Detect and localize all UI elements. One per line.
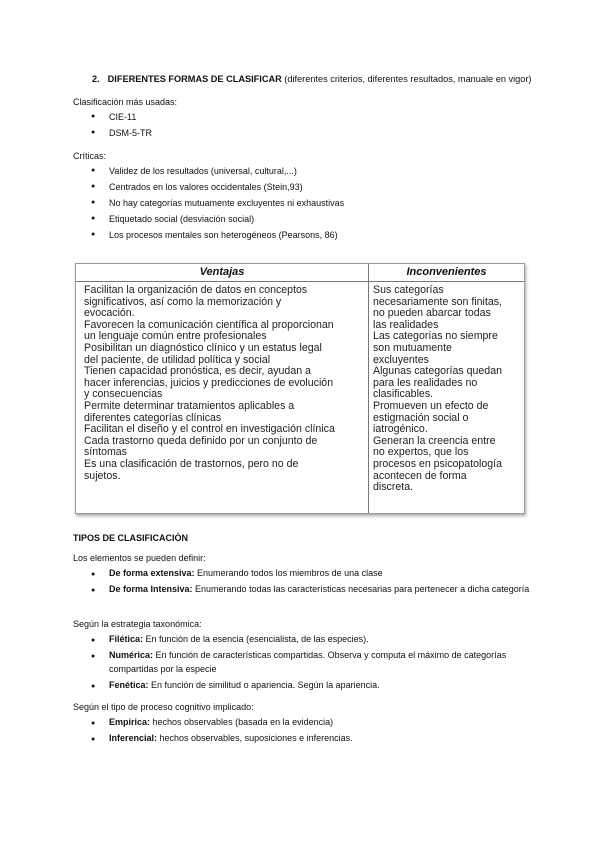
list-item [91, 633, 549, 647]
table-line: Generan la creencia entre [373, 434, 496, 447]
table-line: Sus categorías [373, 284, 444, 296]
term-text: hechos observables (basada en la evidencia) [150, 717, 334, 727]
definir-list [91, 567, 549, 599]
table-line: clasificables. [373, 388, 434, 401]
tipos-title [73, 533, 188, 543]
list-item: ● No hay categorías mutuamente excluyentes ni exhaustivas [91, 195, 344, 211]
table-line: evocación. [84, 307, 135, 320]
table-line: Es una clasificación de trastornos, pero no de [84, 457, 299, 470]
table-line: necesariamente son finitas, [373, 295, 502, 308]
table-line: son mutuamente [373, 341, 452, 354]
section-heading [92, 74, 531, 84]
table-line: sujetos. [84, 469, 121, 482]
list-item: ● Los procesos mentales son heterogéneos (Pearsons, 86) [91, 227, 344, 243]
table-line: para les realidades no [373, 376, 478, 389]
clasificacion-label: Clasificación más usadas: [73, 97, 178, 107]
term-text: hechos observables, suposiciones e inferencias. [157, 733, 353, 743]
table-line: procesos en psicopatología [373, 457, 502, 470]
term-text: Enumerando todas las características necesarias para pertenecer a dicha categoría [192, 584, 530, 594]
table-line: Cada trastorno queda definido por un conjunto de [84, 434, 318, 447]
table-line: las realidades [373, 318, 439, 331]
table-line: Promueven un efecto de [373, 399, 489, 412]
definir-label: Los elementos se pueden definir: [73, 553, 206, 563]
table-line: Favorecen la comunicación científica al proporcionan [84, 318, 334, 331]
term-text: En función de similitud o apariencia. Según la apariencia. [148, 679, 380, 690]
list-item: ● CIE-11 [91, 109, 152, 125]
term-text: En función de características compartidas. Observa y computa el máximo de categorías compartidas por la especie [109, 650, 507, 674]
table-line: y consecuencias [84, 388, 163, 401]
table-line: excluyentes [373, 353, 429, 366]
ventajas-inconvenientes-table [75, 263, 525, 514]
table-line: Algunas categorías quedan [373, 365, 502, 378]
term-bold: Fenética: [109, 679, 149, 690]
list-item [91, 732, 549, 746]
table-line: diferentes categorías clínicas [84, 411, 222, 424]
cognitivo-label: Según el tipo de proceso cognitivo implicado: [73, 702, 254, 712]
list-item [91, 679, 549, 693]
term-bold: De forma extensiva: [109, 568, 195, 578]
term-text: En función de la esencia (esencialista, de las especies). [143, 634, 369, 644]
list-item [91, 649, 549, 676]
term-bold: Inferencial: [109, 733, 158, 743]
list-item [91, 583, 549, 597]
list-item [91, 567, 549, 581]
table-line: Las categorías no siempre [373, 330, 498, 343]
table-line: Tienen capacidad pronóstica, es decir, ayudan a [84, 365, 311, 378]
table-header-ventajas: Ventajas [76, 264, 369, 282]
table-line: síntomas [84, 446, 127, 459]
table-line: discreta. [373, 481, 414, 494]
table-line: Facilitan el diseño y el control en investigación clínica [84, 423, 335, 436]
table-line: estigmación social o [373, 411, 469, 424]
table-line: acontecen de forma [373, 469, 467, 482]
term-text: Enumerando todos los miembros de una clase [194, 568, 383, 578]
table-line: no expertos, que los [373, 446, 469, 459]
taxonomica-label: Según la estrategia taxonómica: [73, 619, 202, 629]
list-item: ● Validez de los resultados (universal, cultural,...) [91, 163, 344, 179]
table-line: no pueden abarcar todas [373, 307, 491, 320]
table-divider [368, 281, 369, 513]
section-number: 2. [92, 74, 100, 84]
list-item [91, 716, 549, 730]
table-line: significativos, así como la memorización y [84, 295, 282, 308]
table-line: iatrogénico. [373, 423, 428, 436]
ventajas-cell [84, 285, 368, 482]
table-line: del paciente, de utilidad política y social [84, 353, 271, 366]
table-line: Posibilitan un diagnóstico clínico y un estatus legal [84, 341, 322, 354]
table-line: Facilitan la organización de datos en conceptos [84, 284, 308, 296]
term-bold: Filética: [109, 634, 144, 644]
term-bold: Empírica: [109, 717, 151, 727]
criticas-label: Críticas: [73, 151, 107, 161]
table-line: Permite determinar tratamientos aplicables a [84, 399, 295, 412]
inconvenientes-cell [373, 285, 523, 494]
tipos-title-text: TIPOS DE CLASIFICACIÓN [73, 533, 189, 543]
list-item: ● Centrados en los valores occidentales (Stein,93) [91, 179, 344, 195]
taxonomica-list [91, 633, 549, 695]
table-header-inconvenientes: Inconvenientes [369, 264, 524, 282]
table-line: un lenguaje común entre profesionales [84, 330, 267, 343]
section-title: DIFERENTES FORMAS DE CLASIFICAR [107, 74, 282, 84]
clasificacion-list [91, 109, 152, 141]
table-line: hacer inferencias, juicios y predicciones de evolución [84, 376, 334, 389]
term-bold: Numérica: [109, 650, 154, 660]
list-item: ● DSM-5-TR [91, 125, 152, 141]
term-bold: De forma Intensiva: [109, 584, 193, 594]
list-item: ● Etiquetado social (desviación social) [91, 211, 344, 227]
cognitivo-list [91, 716, 549, 748]
section-subtitle: (diferentes criterios, diferentes resultados, manuale en vigor) [284, 74, 532, 84]
criticas-list [91, 163, 344, 243]
